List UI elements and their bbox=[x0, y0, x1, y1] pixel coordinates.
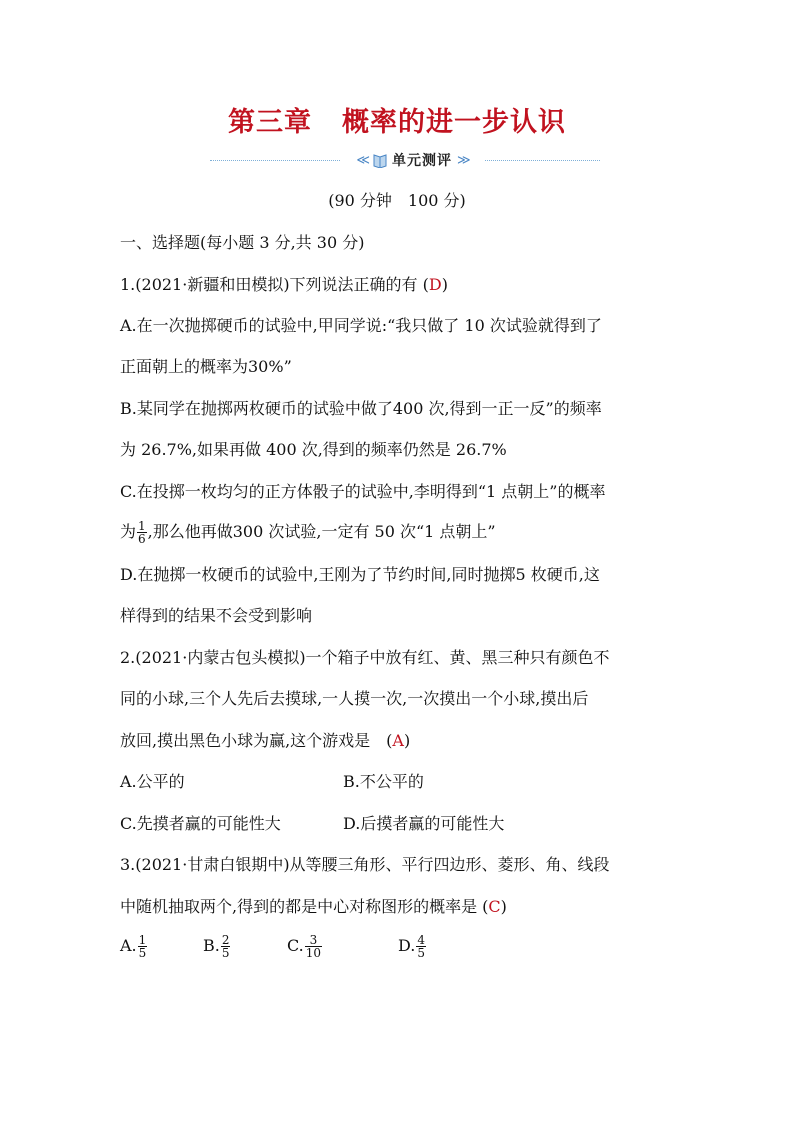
section-header bbox=[210, 150, 600, 170]
fraction: $\frac{2}{5}$ bbox=[221, 933, 230, 960]
q1-option-c-line2: 为 $\frac{1}{6}$ ,那么他再做300 次试验,一定有 50 次“1 点朝上” bbox=[120, 519, 496, 546]
q2-option-b: B.不公平的 bbox=[343, 772, 424, 791]
chapter-number: 第三章 bbox=[228, 107, 312, 138]
q1-option-d-line1: D.在抛掷一枚硬币的试验中,王刚为了节约时间,同时抛掷5 枚硬币,这 bbox=[120, 565, 600, 584]
question-2-line3: 放回,摸出黑色小球为赢,这个游戏是 (A) bbox=[120, 731, 411, 750]
answer-2: A bbox=[392, 731, 404, 750]
fraction: $\frac{1}{5}$ bbox=[138, 933, 147, 960]
time-score: (90 分钟 100 分) bbox=[328, 191, 466, 210]
q1-option-a-line2: 正面朝上的概率为30%” bbox=[120, 357, 292, 376]
divider-left bbox=[210, 160, 340, 161]
q3-option-c: C. $\frac{3}{10}$ bbox=[287, 933, 322, 960]
part-heading: 一、选择题(每小题 3 分,共 30 分) bbox=[120, 233, 365, 252]
answer-1: D bbox=[428, 275, 442, 294]
fraction: $\frac{1}{6}$ bbox=[138, 519, 146, 546]
chevron-left-icon: ≪ bbox=[356, 152, 368, 168]
question-1-stem: 1.(2021·新疆和田模拟)下列说法正确的有 (D) bbox=[120, 275, 448, 294]
q3-option-b: B. $\frac{2}{5}$ bbox=[203, 933, 230, 960]
section-badge bbox=[340, 150, 485, 170]
fraction: $\frac{4}{5}$ bbox=[417, 933, 425, 960]
q3-option-a: A. $\frac{1}{5}$ bbox=[120, 933, 147, 960]
q1-option-a-line1: A.在一次抛掷硬币的试验中,甲同学说:“我只做了 10 次试验就得到了 bbox=[120, 316, 602, 335]
q1-option-b-line2: 为 26.7%,如果再做 400 次,得到的频率仍然是 26.7% bbox=[120, 440, 507, 459]
q3-option-d: D. $\frac{4}{5}$ bbox=[398, 933, 425, 960]
question-2-line1: 2.(2021·内蒙古包头模拟)一个箱子中放有红、黄、黑三种只有颜色不 bbox=[120, 648, 610, 667]
question-3-line1: 3.(2021·甘肃白银期中)从等腰三角形、平行四边形、菱形、角、线段 bbox=[120, 855, 610, 874]
chevron-right-icon: ≫ bbox=[457, 152, 469, 168]
question-3-line2: 中随机抽取两个,得到的都是中心对称图形的概率是 (C) bbox=[120, 897, 507, 916]
divider-right bbox=[485, 160, 600, 161]
answer-3: C bbox=[488, 897, 501, 916]
question-2-line2: 同的小球,三个人先后去摸球,一人摸一次,一次摸出一个小球,摸出后 bbox=[120, 689, 589, 708]
chapter-name: 概率的进一步认识 bbox=[342, 107, 566, 138]
q2-option-c: C.先摸者赢的可能性大 bbox=[120, 814, 281, 833]
fraction: $\frac{3}{10}$ bbox=[305, 933, 322, 960]
chapter-title bbox=[0, 100, 794, 139]
q1-option-d-line2: 样得到的结果不会受到影响 bbox=[120, 606, 313, 625]
q2-option-a: A.公平的 bbox=[120, 772, 185, 791]
book-icon bbox=[373, 153, 387, 168]
q2-option-d: D.后摸者赢的可能性大 bbox=[343, 814, 505, 833]
section-label: 单元测评 bbox=[392, 153, 452, 169]
q1-option-b-line1: B.某同学在抛掷两枚硬币的试验中做了400 次,得到一正一反”的频率 bbox=[120, 399, 602, 418]
q1-option-c-line1: C.在投掷一枚均匀的正方体骰子的试验中,李明得到“1 点朝上”的概率 bbox=[120, 482, 606, 501]
